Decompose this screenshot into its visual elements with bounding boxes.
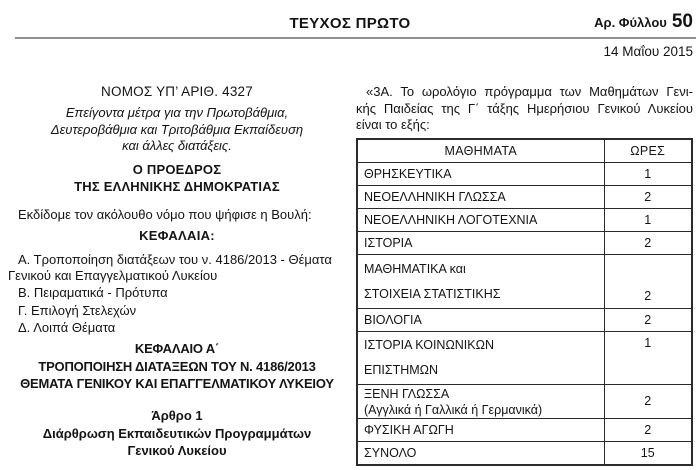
hours-cell: 2: [604, 255, 692, 309]
hours-cell: 1: [604, 163, 692, 186]
subject-line: ΣΥΝΟΛΟ: [364, 445, 417, 460]
chapter-a-heading-line: ΤΡΟΠΟΠΟΙΗΣΗ ΔΙΑΤΑΞΕΩΝ ΤΟΥ Ν. 4186/2013: [38, 358, 316, 374]
president-heading: [8, 162, 346, 195]
enactment-text: Εκδίδομε τον ακόλουθο νόμο που ψήφισε η Βουλή:: [18, 207, 312, 222]
table-header-row: [357, 139, 692, 163]
sheet-number-value: 50: [671, 11, 693, 32]
president-heading-line: ΤΗΣ ΕΛΛΗΝΙΚΗΣ ΔΗΜΟΚΡΑΤΙΑΣ: [74, 178, 280, 194]
publication-date: 14 Μαΐου 2015: [603, 44, 693, 59]
chapter-a-heading-line: ΚΕΦΑΛΑΙΟ Α΄: [134, 341, 220, 356]
hours-cell: 1: [604, 332, 692, 385]
subject-cell: [357, 163, 604, 186]
subject-cell: [357, 232, 604, 255]
subject-cell: [357, 385, 604, 419]
article-heading-line: Άρθρο 1: [151, 408, 203, 423]
hours-cell: 2: [604, 419, 692, 442]
subject-line: ΘΡΗΣΚΕΥΤΙΚΑ: [364, 166, 452, 181]
hours-column-header: ΩΡΕΣ: [604, 139, 692, 163]
chapter-item-line: Α. Τροποποίηση διατάξεων του ν. 4186/2013 - Θέματα: [18, 252, 332, 267]
subject-cell: [357, 186, 604, 209]
subject-cell: [357, 209, 604, 232]
subject-line: ΝΕΟΕΛΛΗΝΙΚΗ ΛΟΓΟΤΕΧΝΙΑ: [364, 212, 538, 227]
subject-line: ΜΑΘΗΜΑΤΙΚΑ και: [364, 261, 466, 276]
article-heading-line: Διάρθρωση Εκπαιδευτικών Προγραμμάτων: [42, 425, 312, 441]
subject-line: ΞΕΝΗ ΓΛΩΣΣΑ: [364, 386, 450, 401]
chapter-a-heading-line: ΘΕΜΑΤΑ ΓΕΝΙΚΟΥ ΚΑΙ ΕΠΑΓΓΕΛΜΑΤΙΚΟΥ ΛΥΚΕΙΟΥ: [20, 376, 334, 391]
law-number-heading: ΝΟΜΟΣ ΥΠ’ ΑΡΙΘ. 4327: [101, 84, 253, 99]
subject-line: ΒΙΟΛΟΓΙΑ: [364, 312, 422, 327]
hours-cell: 1: [604, 209, 692, 232]
table-row: [357, 163, 692, 186]
chapter-item: Δ. Λοιπά Θέματα: [18, 320, 116, 335]
subject-line: ΝΕΟΕΛΛΗΝΙΚΗ ΓΛΩΣΣΑ: [364, 189, 506, 204]
table-row: [357, 232, 692, 255]
table-row: [357, 332, 692, 385]
law-subtitle: [8, 105, 346, 155]
issue-title: ΤΕΥΧΟΣ ΠΡΩΤΟ: [289, 15, 411, 32]
hours-cell: 2: [604, 309, 692, 332]
subjects-column-header: ΜΑΘΗΜΑΤΑ: [357, 139, 604, 163]
intro-line: «3Α. Το ωρολόγιο πρόγραμμα των Μαθημάτων Γενι-: [366, 84, 693, 99]
subject-line: ΙΣΤΟΡΙΑ: [364, 235, 413, 250]
table-row: [357, 209, 692, 232]
table-row: [357, 255, 692, 309]
intro-paragraph: [356, 84, 693, 134]
table-row: [357, 442, 692, 466]
chapters-heading: ΚΕΦΑΛΑΙΑ:: [139, 228, 215, 243]
article-heading: [8, 407, 346, 460]
hours-cell: 2: [604, 385, 692, 419]
intro-line: κής Παιδείας της Γ΄ τάξης Ημερήσιου Γενικού Λυκείου: [356, 100, 693, 116]
subject-cell: [357, 332, 604, 385]
hours-cell: 2: [604, 186, 692, 209]
law-subtitle-line: και άλλες διατάξεις.: [122, 138, 232, 153]
chapter-item: Γ. Επιλογή Στελεχών: [18, 302, 137, 318]
subjects-table-body: [357, 163, 692, 466]
sheet-label: Αρ. Φύλλου: [594, 15, 667, 30]
chapter-item: Β. Πειραματικά - Πρότυπα: [18, 285, 168, 300]
header-rule: [15, 37, 696, 39]
president-heading-line: Ο ΠΡΟΕΔΡΟΣ: [132, 162, 222, 177]
subject-cell: [357, 442, 604, 466]
hours-cell: 2: [604, 232, 692, 255]
table-row: [357, 186, 692, 209]
table-row: [357, 419, 692, 442]
subject-cell: [357, 419, 604, 442]
subject-line: (Αγγλικά ή Γαλλικά ή Γερμανικά): [364, 402, 543, 417]
article-heading-line: Γενικού Λυκείου: [127, 443, 227, 458]
subject-cell: [357, 255, 604, 309]
subjects-table: [356, 138, 693, 466]
chapter-item-line: Γενικού και Επαγγελματικού Λυκείου: [8, 267, 218, 283]
subject-cell: [357, 309, 604, 332]
subject-line: ΣΤΟΙΧΕΙΑ ΣΤΑΤΙΣΤΙΚΗΣ: [364, 286, 501, 301]
chapters-list: [8, 252, 346, 336]
subject-line: ΦΥΣΙΚΗ ΑΓΩΓΗ: [364, 422, 454, 437]
sheet-number: [594, 11, 693, 33]
chapter-a-heading: [8, 340, 346, 393]
hours-cell: 15: [604, 442, 692, 466]
table-row: [357, 309, 692, 332]
subject-line: ΙΣΤΟΡΙΑ ΚΟΙΝΩΝΙΚΩΝ: [364, 338, 494, 352]
intro-line: είναι το εξής:: [356, 117, 430, 132]
law-subtitle-line: Δευτεροβάθμια και Τριτοβάθμια Εκπαίδευση: [50, 121, 304, 137]
chapter-item: [8, 252, 346, 283]
subject-line: ΕΠΙΣΤΗΜΩΝ: [364, 363, 439, 377]
table-row: [357, 385, 692, 419]
law-subtitle-line: Επείγοντα μέτρα για την Πρωτοβάθμια,: [65, 105, 289, 120]
